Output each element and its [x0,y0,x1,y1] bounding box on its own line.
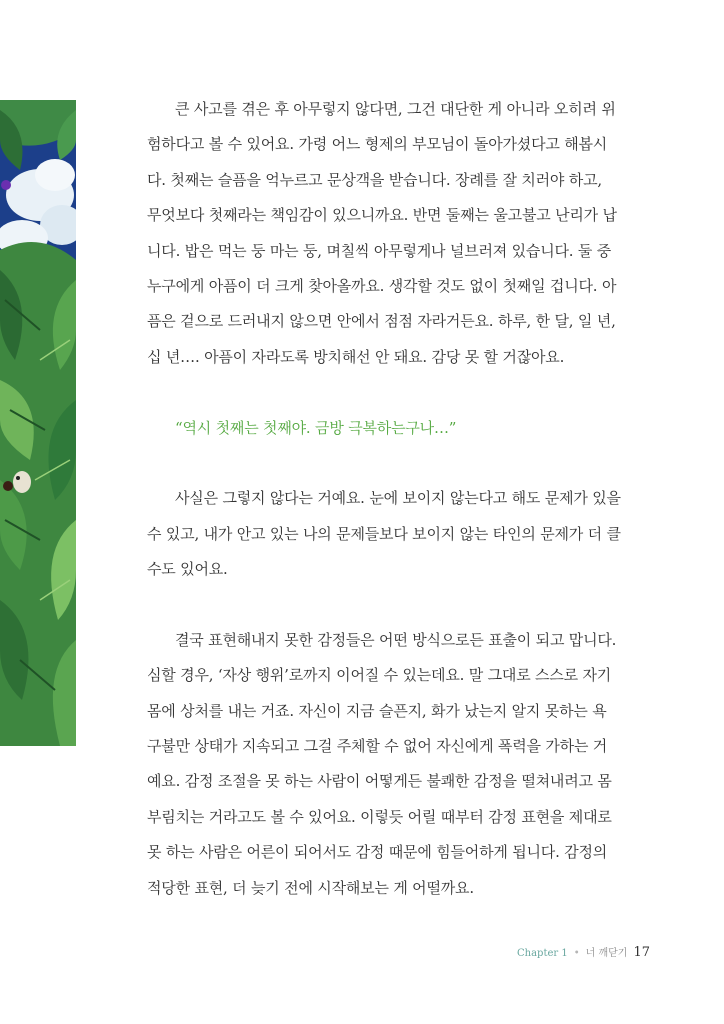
paragraph-line: 심할 경우, ‘자상 행위’로까지 이어질 수 있는데요. 말 그대로 스스로 자기 [147,666,612,685]
paragraph-gap [147,587,637,622]
paragraph-line: 못 하는 사람은 어른이 되어서도 감정 때문에 힘들어하게 됩니다. 감정의 [147,843,608,862]
paragraph-line: 큰 사고를 겪은 후 아무렇지 않다면, 그건 대단한 게 아니라 오히려 위 [175,100,616,118]
paragraph-line: 결국 표현해내지 못한 감정들은 어떤 방식으로든 표출이 되고 맙니다. [175,630,617,649]
paragraph-line: 예요. 감정 조절을 못 하는 사람이 어떻게든 불쾌한 감정을 떨쳐내려고 몸 [147,772,612,791]
paragraph-line: 부림치는 거라고도 볼 수 있어요. 이렇듯 어릴 때부터 감정 표현을 제대로 [147,807,612,826]
paragraph-line: 몸에 상처를 내는 거죠. 자신이 지금 슬픈지, 화가 났는지 알지 못하는 욕 [147,701,607,720]
paragraph-line: 수 있고, 내가 안고 있는 나의 문제들보다 보이지 않는 타인의 문제가 더 클 [147,524,621,543]
chapter-title: 너 깨닫기 [585,948,628,959]
page-footer [517,944,650,960]
paragraph-line: 험하다고 볼 수 있어요. 가령 어느 형제의 부모님이 돌아가셨다고 해봅시 [147,135,608,154]
paragraph-line: 무엇보다 첫째라는 책임감이 있으니까요. 반면 둘째는 울고불고 난리가 납 [147,206,617,225]
jungle-illustration [0,100,76,746]
paragraph-line: 다. 첫째는 슬픔을 억누르고 문상객을 받습니다. 장례를 잘 치러야 하고, [147,170,602,189]
paragraph-gap [147,375,637,410]
paragraph-gap [147,446,637,481]
chapter-label: Chapter 1 [517,948,568,959]
page-number: 17 [633,945,650,960]
paragraph-line: 수도 있어요. [147,560,228,579]
body-text [147,92,637,906]
paragraph-line: 구불만 상태가 지속되고 그걸 주체할 수 없어 자신에게 폭력을 가하는 거 [147,737,608,756]
highlighted-quote: “역시 첫째는 첫째야. 금방 극복하는구나…” [175,418,457,437]
footer-separator: • [573,948,580,959]
paragraph-line: 적당한 표현, 더 늦기 전에 시작해보는 게 어떨까요. [147,878,474,897]
paragraph-line: 십 년…. 아픔이 자라도록 방치해선 안 돼요. 감당 못 할 거잖아요. [147,347,565,366]
paragraph-line: 누구에게 아픔이 더 크게 찾아올까요. 생각할 것도 없이 첫째일 겁니다. 아 [147,276,617,295]
paragraph-line: 픔은 겉으로 드러내지 않으면 안에서 점점 자라거든요. 하루, 한 달, 일 년, [147,312,616,331]
paragraph-line: 니다. 밥은 먹는 둥 마는 둥, 며칠씩 아무렇게나 널브러져 있습니다. 둘 중 [147,241,612,260]
paragraph-line: 사실은 그렇지 않다는 거예요. 눈에 보이지 않는다고 해도 문제가 있을 [175,489,621,508]
